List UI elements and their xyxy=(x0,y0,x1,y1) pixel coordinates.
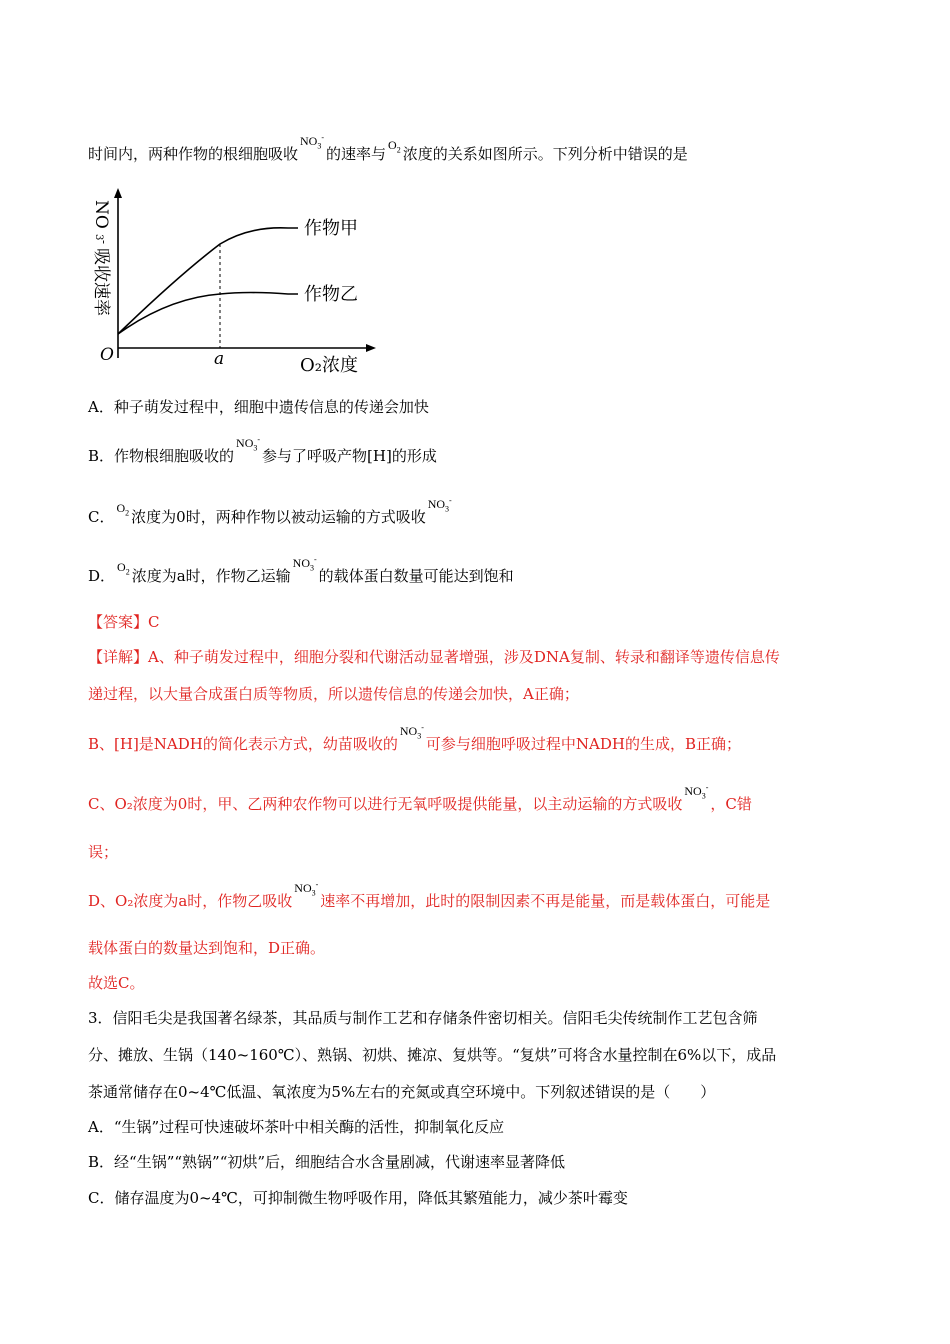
explanation-line-2: 递过程，以大量合成蛋白质等物质，所以遗传信息的传递会加快，A正确； xyxy=(88,685,579,703)
no3-formula: $NO_3^-$ xyxy=(236,435,261,453)
svg-text:吸收速率: 吸收速率 xyxy=(91,248,111,316)
no3-formula: $NO_3^-$ xyxy=(427,496,452,514)
explanation-line-1: 【详解】A、种子萌发过程中，细胞分裂和代谢活动显著增强，涉及DNA复制、转录和翻译等遗传信息传 xyxy=(88,648,780,666)
no3-formula: $NO_3^-$ xyxy=(292,555,317,573)
q3-option-a: A．“生锅”过程可快速破坏茶叶中相关酶的活性，抑制氧化反应 xyxy=(88,1118,505,1136)
no3-formula: $NO_3^-$ xyxy=(399,723,424,741)
svg-text:NO: NO xyxy=(91,200,111,229)
svg-text:3: 3 xyxy=(93,234,104,241)
stem-text-3: 浓度的关系如图所示。下列分析中错误的是 xyxy=(402,145,688,163)
curve-crop-yi xyxy=(118,293,298,335)
answer-line: 【答案】C xyxy=(88,613,160,631)
conclusion-line: 故选C。 xyxy=(88,974,145,992)
no3-formula: $NO_3^-$ xyxy=(300,133,325,151)
stem-text-2: 的速率与 xyxy=(326,145,387,163)
svg-text:-: - xyxy=(97,240,111,245)
y-axis-arrow xyxy=(114,188,122,198)
o2-formula: $O_2$ xyxy=(117,560,130,577)
explanation-line-6: D、O₂浓度为a时，作物乙吸收$NO_3^-$速率不再增加，此时的限制因素不再是能量，而是载体蛋白，可能是 xyxy=(88,888,770,918)
q3-option-c: C．储存温度为0~4℃，可抑制微生物呼吸作用，降低其繁殖能力，减少茶叶霉变 xyxy=(88,1189,628,1207)
curve-crop-jia xyxy=(118,228,298,334)
origin-label: O xyxy=(100,345,114,365)
curve-label-jia: 作物甲 xyxy=(304,218,358,239)
o2-formula: $O_2$ xyxy=(116,501,130,518)
q3-line-1: 3．信阳毛尖是我国著名绿茶，其品质与制作工艺和存储条件密切相关。信阳毛尖传统制作工艺包含筛 xyxy=(88,1009,758,1027)
no3-formula: $NO_3^-$ xyxy=(294,880,319,898)
stem-text-1: 时间内，两种作物的根细胞吸收 xyxy=(88,145,299,163)
rate-chart xyxy=(88,186,388,378)
explanation-line-3: B、[H]是NADH的简化表示方式，幼苗吸收的$NO_3^-$可参与细胞呼吸过程中NADH的生成，B正确； xyxy=(88,731,741,761)
y-axis-label xyxy=(91,200,111,316)
option-b: B．作物根细胞吸收的$NO_3^-$参与了呼吸产物[H]的形成 xyxy=(88,443,437,473)
option-a: A．种子萌发过程中，细胞中遗传信息的传递会加快 xyxy=(88,398,429,416)
x-tick-a: a xyxy=(214,349,225,369)
q3-line-3: 茶通常储存在0~4℃低温、氧浓度为5%左右的充氮或真空环境中。下列叙述错误的是（ ） xyxy=(88,1083,716,1101)
curve-label-yi: 作物乙 xyxy=(304,284,358,305)
q3-line-2: 分、摊放、生锅（140~160℃）、熟锅、初烘、摊凉、复烘等。“复烘”可将含水量控制在6%以下，成品 xyxy=(88,1046,777,1064)
o2-formula: $O_2$ xyxy=(388,138,401,155)
x-axis-arrow xyxy=(366,344,376,352)
no3-formula: $NO_3^-$ xyxy=(684,783,709,801)
explanation-line-5: 误； xyxy=(88,843,119,861)
x-axis-label: O₂浓度 xyxy=(300,355,358,376)
option-c: C． $O_2$ 浓度为0时，两种作物以被动运输的方式吸收$NO_3^-$ xyxy=(88,504,454,534)
explanation-line-7: 载体蛋白的数量达到饱和，D正确。 xyxy=(88,939,326,957)
q3-option-b: B．经“生锅”“熟锅”“初烘”后，细胞结合水含量剧减，代谢速率显著降低 xyxy=(88,1153,566,1171)
question-stem xyxy=(88,133,688,171)
option-d: D． $O_2$ 浓度为a时，作物乙运输$NO_3^-$的载体蛋白数量可能达到饱和 xyxy=(88,563,514,593)
explanation-line-4: C、O₂浓度为0时，甲、乙两种农作物可以进行无氧呼吸提供能量，以主动运输的方式吸收$NO_3^-$，C错 xyxy=(88,791,752,821)
